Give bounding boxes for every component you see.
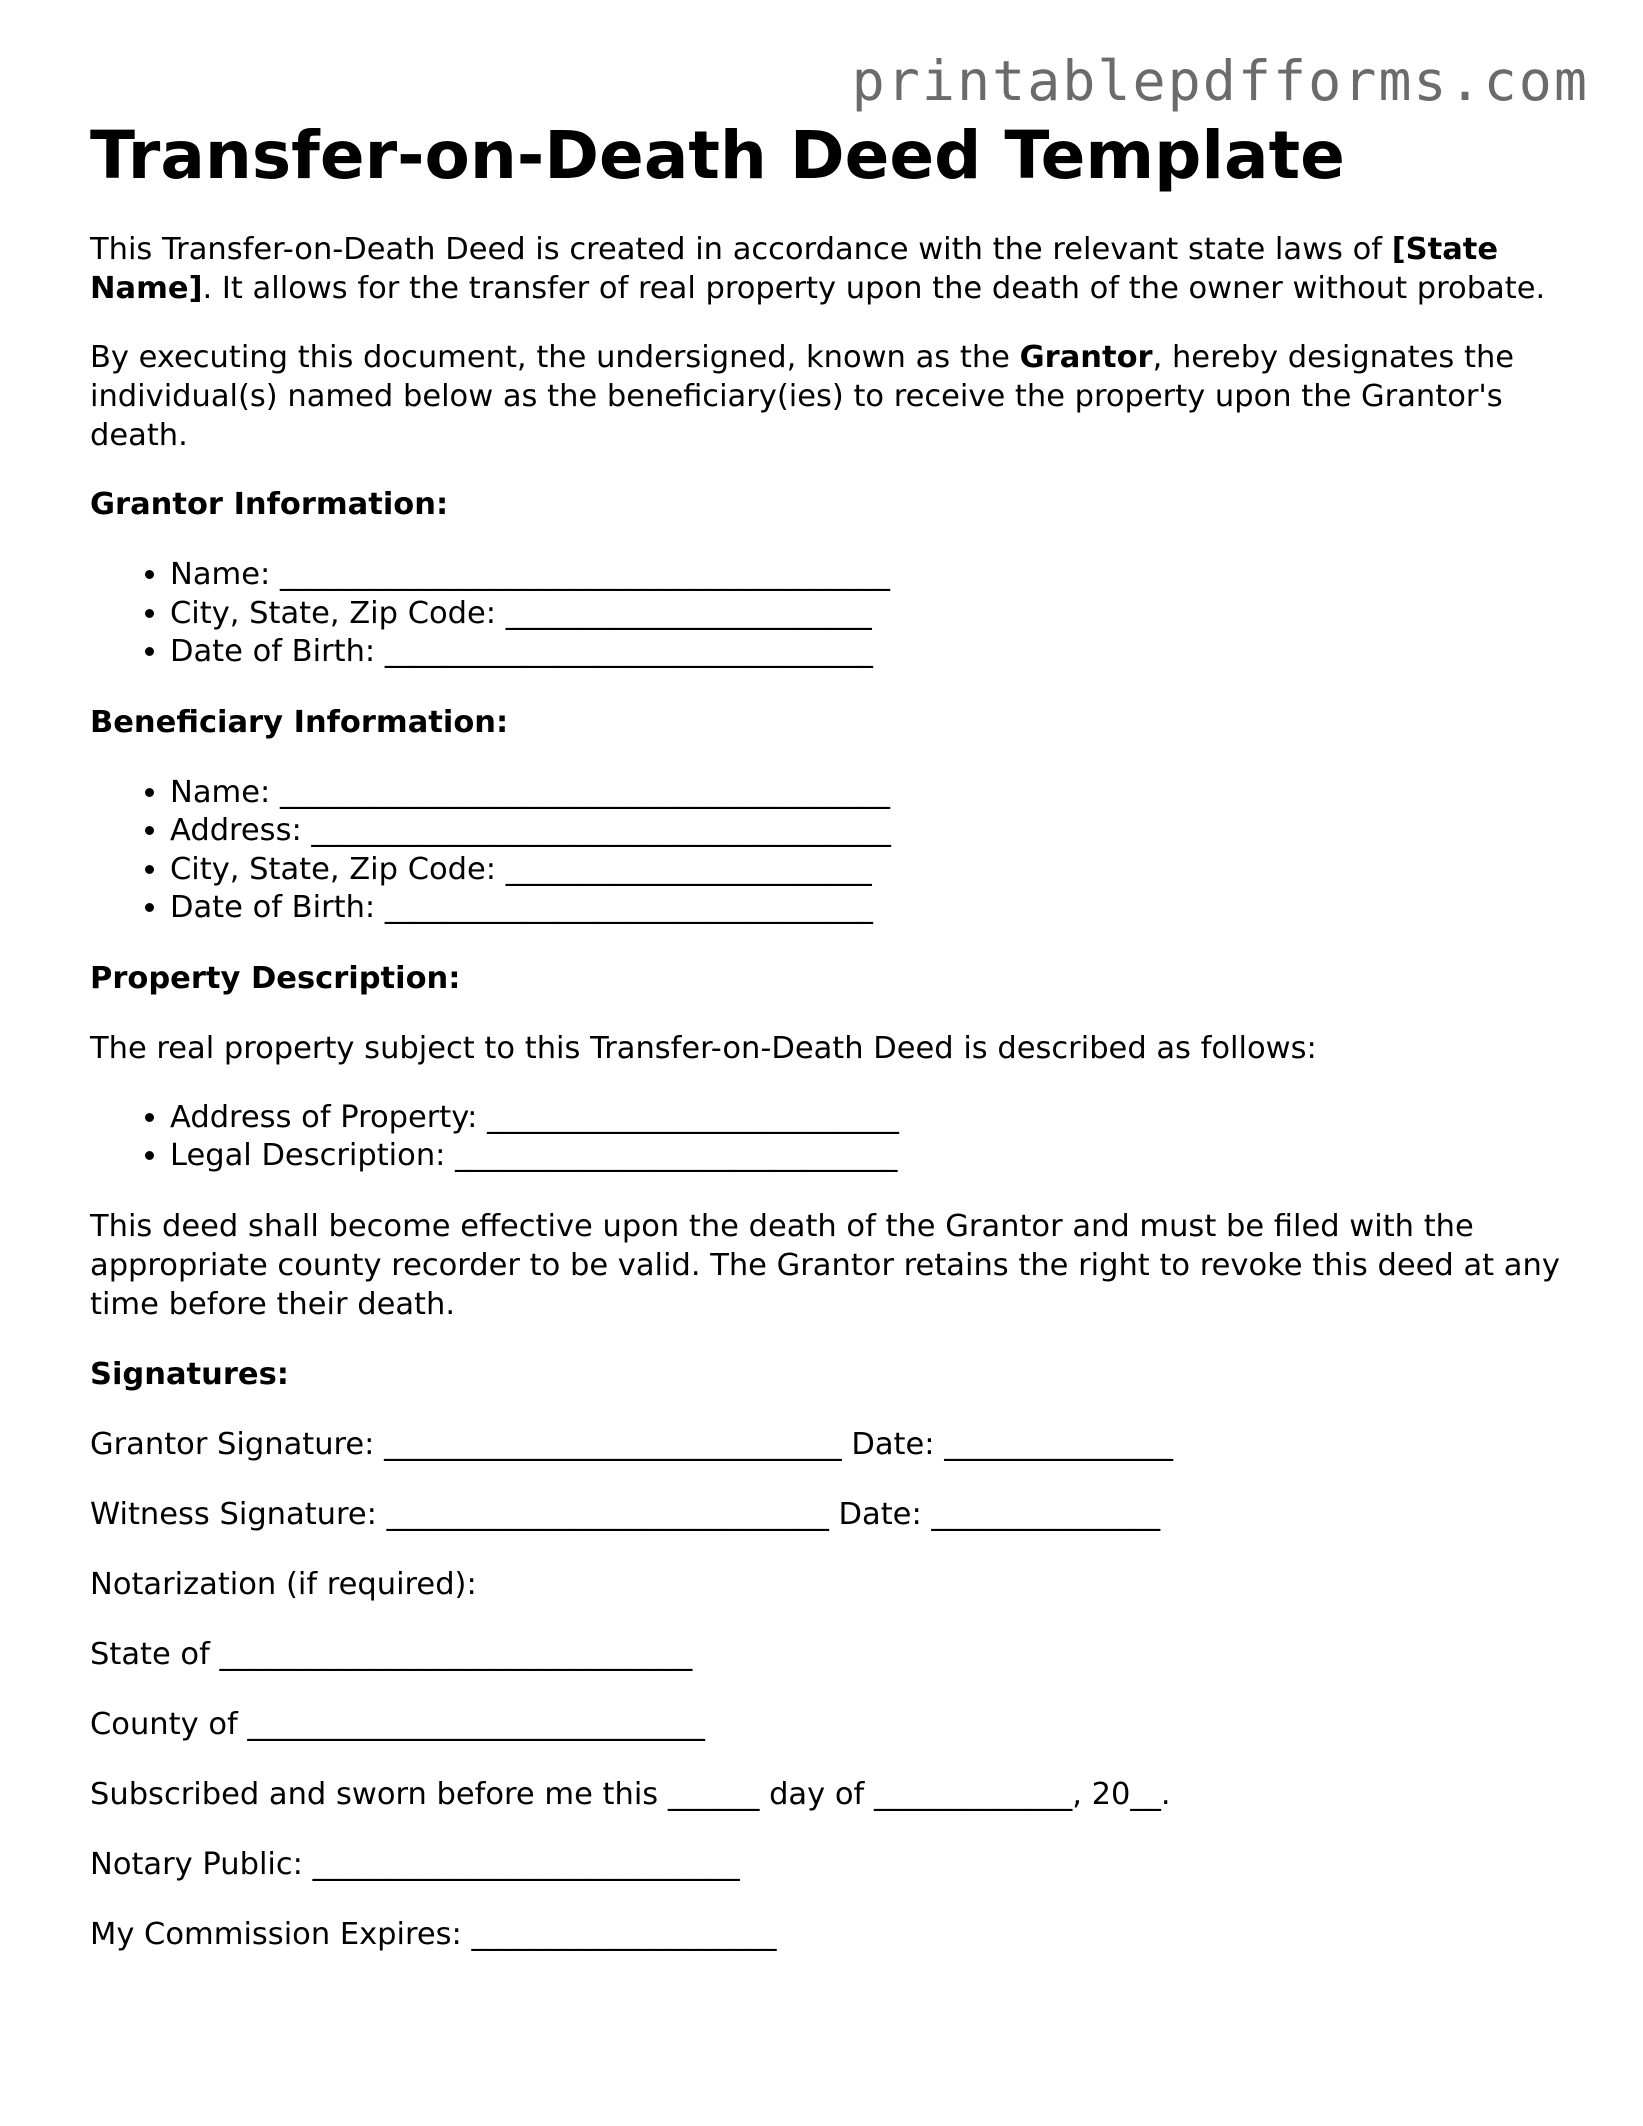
grantor-info-list [90, 556, 1560, 672]
state-name-placeholder: [State Name] [90, 232, 1499, 306]
beneficiary-city-state-zip-field[interactable]: • City, State, Zip Code: ________________________ [170, 851, 1560, 890]
commission-expires-line[interactable]: My Commission Expires: ____________________ [90, 1916, 777, 1952]
beneficiary-info-list [90, 774, 1560, 928]
property-legal-description-field[interactable]: • Legal Description: _____________________________ [170, 1137, 1560, 1176]
property-description-text: The real property subject to this Transfer-on-Death Deed is described as follows: [90, 1030, 1317, 1066]
notary-state-line[interactable]: State of _______________________________ [90, 1636, 693, 1672]
intro-paragraph [90, 230, 1560, 308]
designation-paragraph [90, 338, 1560, 455]
document-page [90, 116, 1560, 1954]
notary-public-line[interactable]: Notary Public: ____________________________ [90, 1846, 740, 1882]
watermark: printablepdfforms.com [851, 49, 1589, 113]
grantor-info-heading: Grantor Information: [90, 487, 449, 522]
grantor-signature-line[interactable]: Grantor Signature: ______________________________ Date: _______________ [90, 1426, 1173, 1462]
property-info-list [90, 1099, 1560, 1176]
grantor-city-state-zip-field[interactable]: • City, State, Zip Code: ________________________ [170, 595, 1560, 634]
sworn-date-line[interactable]: Subscribed and sworn before me this ______ day of _____________, 20__. [90, 1776, 1171, 1812]
page-title: Transfer-on-Death Deed Template [90, 117, 1345, 194]
beneficiary-name-field[interactable]: • Name: ________________________________________ [170, 774, 1560, 813]
grantor-term: Grantor [1019, 340, 1153, 375]
designation-text-end: , hereby designates the individual(s) named below as the beneficiary(ies) to receive the property upon the Grantor's death. [90, 340, 1515, 453]
notary-county-line[interactable]: County of ______________________________ [90, 1706, 705, 1742]
property-address-field[interactable]: • Address of Property: ___________________________ [170, 1099, 1560, 1138]
effective-paragraph: This deed shall become effective upon the death of the Grantor and must be filed with the appropriate county recorder to be valid. The Grantor retains the right to revoke this deed at any time before their death. [90, 1208, 1560, 1322]
grantor-name-field[interactable]: • Name: ________________________________________ [170, 556, 1560, 595]
intro-text-start: This Transfer-on-Death Deed is created in accordance with the relevant state laws of [90, 232, 1392, 267]
beneficiary-info-heading: Beneficiary Information: [90, 704, 509, 740]
notarization-label: Notarization (if required): [90, 1566, 477, 1602]
beneficiary-dob-field[interactable]: • Date of Birth: ________________________________ [170, 889, 1560, 928]
grantor-dob-field[interactable]: • Date of Birth: ________________________________ [170, 633, 1560, 672]
witness-signature-line[interactable]: Witness Signature: _____________________________ Date: _______________ [90, 1496, 1161, 1532]
designation-text-start: By executing this document, the undersigned, known as the [90, 340, 1020, 375]
beneficiary-address-field[interactable]: • Address: ______________________________________ [170, 812, 1560, 851]
signatures-heading: Signatures: [90, 1356, 289, 1392]
property-description-heading: Property Description: [90, 960, 461, 996]
intro-text-end: . It allows for the transfer of real property upon the death of the owner without probate. [202, 271, 1546, 306]
